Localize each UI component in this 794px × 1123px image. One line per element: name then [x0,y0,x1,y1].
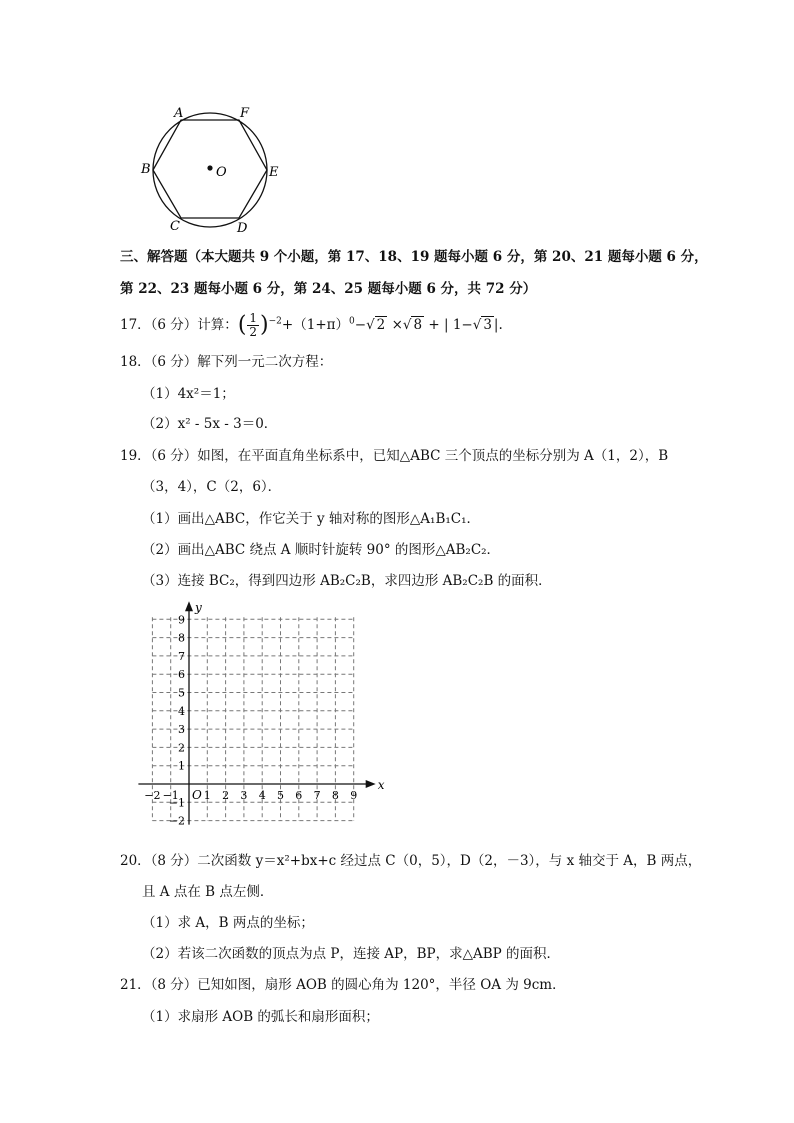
y-tick-label: 1 [178,759,185,773]
y-axis-label: y [195,600,202,615]
question-19-stem2: （3，4），C（2，6）． [142,479,282,495]
question-19-part1: （1）画出△ABC，作它关于 y 轴对称的图形△A₁B₁C₁． [142,511,481,527]
question-17: 17．（6 分）计算：( $\frac{1}{2}$ )$^{-2}+(1+\pi)^0-√$ 2 ×√ 8 + | 1−√ 3 |. [120,311,503,339]
section-heading-line1: 三、解答题（本大题共 9 个小题，第 17、18、19 题每小题 6 分，第 20、21 题每小题 6 分， [120,249,708,265]
label-A: A [174,106,184,121]
x-tick-label: −2 [144,789,161,802]
y-axis-arrow [185,601,193,611]
x-tick-label: 8 [331,789,339,802]
y-tick-label: 6 [178,668,185,682]
x-tick-label: 1 [203,789,211,802]
x-tick-label: −1 [162,789,179,802]
x-tick-label: 5 [277,789,284,802]
question-19-part3: （3）连接 BC₂，得到四边形 AB₂C₂B，求四边形 AB₂C₂B 的面积． [142,573,552,589]
label-E: E [269,165,279,180]
sqrt-2: √ 2 [366,317,386,333]
sqrt-3: √ 3 [472,317,492,333]
question-18-part2: （2）x² - 5x - 3＝0． [142,416,278,432]
center-point [207,165,212,170]
y-tick-label: 4 [178,704,185,718]
question-19-part2: （2）画出△ABC 绕点 A 顺时针旋转 90° 的图形△AB₂C₂． [142,542,501,558]
x-axis-arrow [366,780,376,788]
label-O: O [216,165,227,180]
question-20-part2: （2）若该二次函数的顶点为点 P，连接 AP，BP，求△ABP 的面积． [142,946,561,962]
label-C: C [170,219,180,234]
label-F: F [240,106,250,121]
question-21-part1: （1）求扇形 AOB 的弧长和扇形面积； [142,1009,379,1025]
question-18-stem: 18．（6 分）解下列一元二次方程： [120,354,333,370]
x-tick-label: 3 [240,789,248,802]
question-21-stem: 21．（8 分）已知如图，扇形 AOB 的圆心角为 120°，半径 OA 为 9cm． [120,977,566,993]
question-18-part1: （1）4x²＝1； [142,386,235,402]
y-tick-label: 9 [178,613,185,627]
y-tick-label: 3 [178,723,185,737]
question-20-stem1: 20．（8 分）二次函数 y＝x²+bx+c 经过点 C（0，5），D（2，－3），与 x 轴交于 A，B 两点， [120,853,702,869]
x-tick-label: 2 [222,789,230,802]
x-axis-label: x [377,778,385,792]
y-tick-label: 7 [178,649,185,663]
section-heading-line2: 第 22、23 题每小题 6 分，第 24、25 题每小题 6 分，共 72 分） [120,281,537,297]
origin-label: O [192,788,202,802]
sqrt-8: √ 8 [402,317,423,333]
y-tick-label: −1 [168,796,185,810]
label-D: D [237,221,248,236]
question-20-part1: （1）求 A，B 两点的坐标； [142,915,314,931]
y-tick-label: 5 [178,686,185,700]
x-tick-label: 9 [350,789,358,802]
y-tick-label: 2 [178,741,185,755]
x-tick-label: 7 [313,789,321,802]
y-tick-label: 8 [178,631,185,645]
q17-prefix: 17．（6 分）计算： [120,317,238,333]
label-B: B [141,162,151,177]
q17-fraction: $\frac{1}{2}$ [249,311,258,339]
x-tick-label: 6 [295,789,303,802]
question-19-stem1: 19．（6 分）如图，在平面直角坐标系中，已知△ABC 三个顶点的坐标分别为 A（1，2），B [120,448,669,464]
x-tick-label: 4 [258,789,266,802]
question-20-stem2: 且 A 点在 B 点左侧． [142,884,274,900]
y-tick-label: −2 [168,814,185,828]
coordinate-grid [130,598,390,838]
hexagon-circle-figure [130,100,290,240]
